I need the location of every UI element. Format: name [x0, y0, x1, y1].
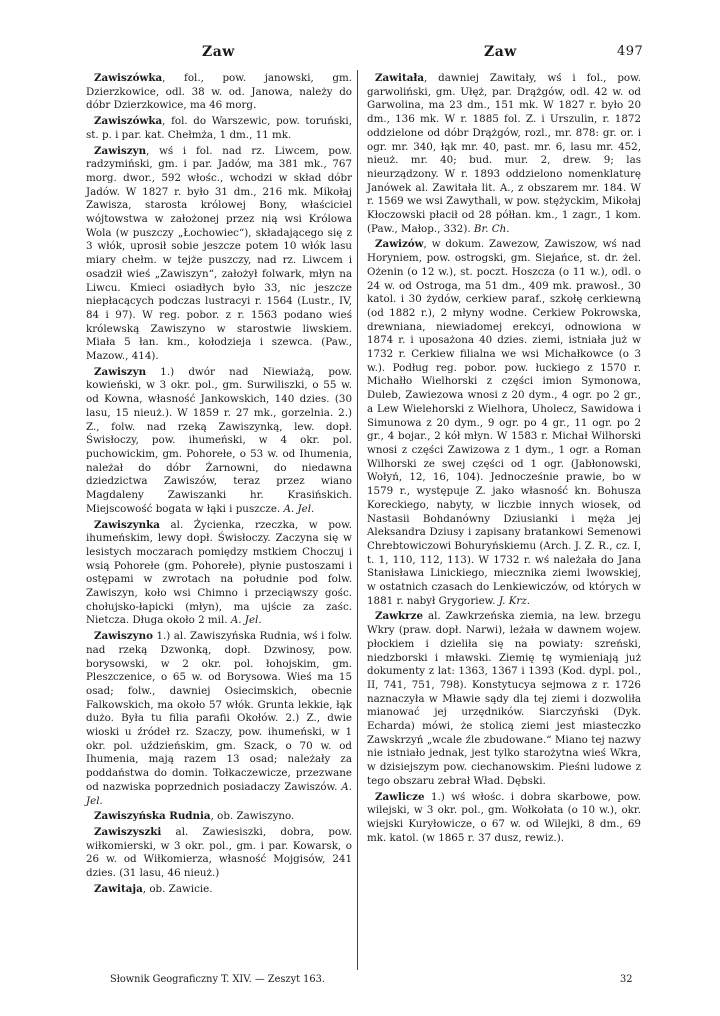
dictionary-entry [86, 810, 352, 824]
entry-headword: Zawlicze [375, 790, 425, 803]
entry-text: , w dokum. Zawezow, Zawiszow, wś nad Horyniem, pow. ostrogski, gm. Siejańce, st. dr. żel. Ożenin (o 12 w.), st. poczt. Hoszcza (o 11 w.), odl. o 24 w. od Ostroga, ma 51 dm., 409 mk. prawosł., 30 katol. i 30 żydów, cerkiew paraf., szkołę cerkiewną (od 1882 r.), 2 młyny wodne. Cerkiew Pokrowska, drewniana, niewiadomej erekcyi, odnowiona w 1874 r. i uposażona 40 dzies. ziemi, istniała już w 1732 r. Cerkiew filialna we wsi Michałkowce (o 3 w.). Podług reg. pobor. pow. łuckiego z 1570 r. Michałło Wielhorski z części imion Symonowa, Duleb, Zawiezowa wnosi z 20 dym., 4 ogr. po 2 gr., a Lew Wielehorski z Wielhora, Uholecz, Sawidowa i Simunowa z 20 dym., 9 ogr. po 4 gr., 11 ogr. po 2 gr., 4 bojar., 2 kół młyn. W 1583 r. Michał Wilhorski wnosi z części Zawizowa z 1 dym., 1 ogr. a Roman Wilhorski ze swej części od 1 ogr. (Jabłonowski, Wołyń, 12, 16, 104). Jednocześnie prawie, bo w 1579 r., występuje Z. jako własność kn. Bohusza Koreckiego, nabyty, w liczbie innych wiosek, od Nastasii Bohdanówny Dziusianki i męża jej Aleksandra Dziusy i zapisany bratankowi Semenowi Chrebtowiczowi Bohuryńskiemu (Arch. J. Z. R., cz. I, t. 1, 110, 112, 113). W 1732 r. wś należała do Jana Stanisława Linickiego, miecznika ziemi lwowskiej, w ostatnich czasach do Lenkiewiczów, od których w 1881 r. nabył Grygoriew. [367, 238, 641, 607]
entry-text: 1.) dwór nad Niewiażą, pow. kowieński, w 3 okr. pol., gm. Surwiliszki, o 55 w. od Kowna, własność Jankowskich, 140 dzies. (30 lasu, 15 nieuż.). W 1859 r. 27 mk., gorzelnia. 2.) Z., folw. nad rzeką Zawiszynką, lew. dopł. Świsłoczy, pow. ihumeński, w 4 okr. pol. puchowickim, gm. Pohorełe, o 53 w. od Ihumenia, należał do dóbr Żarnowni, do niedawna dziedzictwa Zawiszów, teraz przez wiano Magdaleny Zawiszanki hr. Krasińskich. Miejscowość bogata w łąki i puszcze. [86, 365, 352, 515]
running-head-left: Zaw [202, 44, 235, 60]
entry-headword: Zawkrze [375, 610, 424, 623]
entry-text: al. Zawiesiszki, dobra, pow. wiłkomierski, w 3 okr. pol., gm. i par. Kowarsk, o 26 w. od Wiłkomierza, własność Mojgisów, 241 dzies. (31 lasu, 46 nieuż.) [86, 825, 352, 880]
author-signature: J. Krz. [498, 594, 531, 607]
entry-headword: Zawitała [375, 72, 425, 84]
dictionary-entry [86, 366, 352, 517]
dictionary-entry [367, 238, 641, 608]
entry-text: , ob. Zawiszyno. [210, 810, 295, 823]
dictionary-entry [86, 883, 352, 897]
dictionary-entry [86, 72, 352, 113]
entry-headword: Zawizów [375, 238, 424, 251]
dictionary-entry [367, 610, 641, 788]
page-number: 497 [617, 44, 644, 59]
entry-text: 1.) wś włośc. i dobra skarbowe, pow. wilejski, w 3 okr. pol., gm. Wołkołata (o 10 w.), okr. wiejski Kuryłowicze, o 67 w. od Wilejki, 8 dm., 69 mk. katol. (w 1865 r. 37 dusz, rewiz.). [367, 790, 641, 844]
entry-text: al. Zawkrzeńska ziemia, na lew. brzegu Wkry (praw. dopł. Narwi), leżała w dawnem wojew. płockiem i dzieliła się na powiaty: szreński, niedzborski i mławski. Ziemię tę wymieniają już dokumenty z lat: 1363, 1367 i 1393 (Kod. dypl. pol., II, 741, 751, 798). Konstytucya sejmowa z r. 1726 naznaczyła w Mławie sądy dla tej ziemi i dozwoliła mianować jej urzędników. Siarczyński (Dyk. Echarda) mówi, że stolicą ziemi jest miasteczko Zawskrzyń „wcale źle zbudowane.“ Miano tej nazwy nie istniało jednak, jest tylko starożytna wieś Wkra, w dzisiejszym pow. ciechanowskim. Pieśni ludowe z tego obszaru zebrał Wład. Dębski. [367, 610, 641, 787]
entry-text: , ob. Zawicie. [142, 882, 213, 895]
author-signature: A. Jel. [283, 502, 315, 515]
entry-text: , wś i fol. nad rz. Liwcem, pow. radzymiński, gm. i par. Jadów, ma 381 mk., 767 morg. dwor., 592 włośc., wchodzi w skład dóbr Jadów. W 1827 r. było 31 dm., 216 mk. Mikołaj Zawisza, starosta królowej Bony, właściciel wójtowstwa w założonej przez nią wsi Królowa Wola (w puszczy „Łochowiec“), składającego się z 3 włók, uprosił sobie jeszcze potem 10 włók lasu miary chełm. w tejże puszczy, nad rz. Liwcem i osadził wieś „Zawiszyn“, założył folwark, młyn na Liwcu. Kmieci osiadłych było 33, nic jeszcze niepłacących podczas lustracyi r. 1564 (Lustr., IV, 84 i 97). W reg. pobor. z r. 1563 podano wieś królewską Zawiszyno w starostwie liwskiem. Miała 5 łan. km., kołodzieja i szewca. (Paw., Mazow., 414). [86, 144, 352, 363]
entry-headword: Zawiszynka [94, 518, 160, 531]
dictionary-entry [86, 826, 352, 881]
entry-headword: Zawitaja [94, 882, 143, 895]
dictionary-entry [86, 145, 352, 364]
left-column [86, 72, 352, 898]
dictionary-entry [86, 115, 352, 142]
entry-headword: Zawiszyńska Rudnia [94, 810, 211, 823]
entry-text: 1.) al. Zawiszyńska Rudnia, wś i folw. nad rzeką Dzwonką, dopł. Dzwinosy, pow. borysowski, w 2 okr. pol. łohojskim, gm. Pleszczenice, o 65 w. od Borysowa. Wieś ma 15 osad; folw., dawniej Osiecimskich, obecnie Falkowskich, ma około 57 włók. Grunta lekkie, łąk dużo. Była tu filia parafii Okołów. 2.) Z., dwie wioski u źródeł rz. Szaczy, pow. ihumeński, w 1 okr. pol. uździeńskim, gm. Szack, o 70 w. od Ihumenia, mają razem 13 osad; należały za poddaństwa do domin. Tołkaczewicze, przezwane od nazwiska poprzednich posiadaczy Zawiszów. [86, 630, 352, 793]
dictionary-entry [86, 519, 352, 629]
dictionary-entry [367, 72, 641, 236]
entry-headword: Zawiszyn [94, 144, 147, 157]
author-signature: A. Jel. [86, 780, 352, 807]
column-divider [357, 70, 358, 970]
running-head-right: Zaw [484, 44, 517, 60]
author-signature: A. Jel. [230, 614, 262, 627]
entry-text: al. Życienka, rzeczka, w pow. ihumeńskim, lewy dopł. Świsłoczy. Zaczyna się w lesistych moczarach pomiędzy mstkiem Choczuj i wsią Pohorełe (gm. Pohorełe), płynie pustoszami i ostępami w zwrotach na południe pod folw. Zawiszyn, koło wsi Chimno i przeciąwszy gośc. chołujsko-łapicki (młyn), ma ujście za zaśc. Nietcza. Długa około 2 mil. [86, 518, 352, 627]
right-column [367, 72, 641, 847]
footer-title: Słownik Geograficzny T. XIV. — Zeszyt 163. [110, 974, 325, 985]
signature-mark: 32 [620, 974, 633, 985]
entry-headword: Zawiszówka [94, 115, 163, 128]
entry-headword: Zawiszyn [94, 365, 147, 378]
author-signature: Br. Ch. [473, 222, 510, 235]
entry-text: , fol. do Warszewic, pow. toruński, st. p. i par. kat. Chełmża, 1 dm., 11 mk. [86, 115, 352, 141]
entry-text: , dawniej Zawitały, wś i fol., pow. garwoliński, gm. Ułęż, par. Drążgów, odl. 42 w. od Garwolina, ma 23 dm., 151 mk. W 1827 r. było 20 dm., 136 mk. W r. 1885 fol. Z. i Urszulin, r. 1872 oddzielone od dóbr Drążgów, rozl., mr. 878: gr. or. i ogr. mr. 340, łąk mr. 40, past. mr. 6, lasu mr. 452, nieuż. mr. 40; bud. mur. 2, drew. 9; las nieurządzony. W r. 1893 oddzielono nomenklaturę Janówek al. Zawitała lit. A., z obszarem mr. 184. W r. 1569 we wsi Zawythali, w pow. stężyckim, Mikołaj Kłoczowski płacił od 28 półłan. km., 1 zagr., 1 kom. (Paw., Małop., 332). [367, 72, 641, 235]
entry-text: , fol., pow. janowski, gm. Dzierzkowice, odl. 38 w. od. Janowa, należy do dóbr Dzierzkowice, ma 46 morg. [86, 72, 352, 112]
dictionary-entry [86, 630, 352, 808]
entry-headword: Zawiszówka [94, 72, 163, 84]
dictionary-entry [367, 791, 641, 846]
entry-headword: Zawiszyno [94, 630, 153, 643]
entry-headword: Zawiszyszki [94, 825, 162, 838]
